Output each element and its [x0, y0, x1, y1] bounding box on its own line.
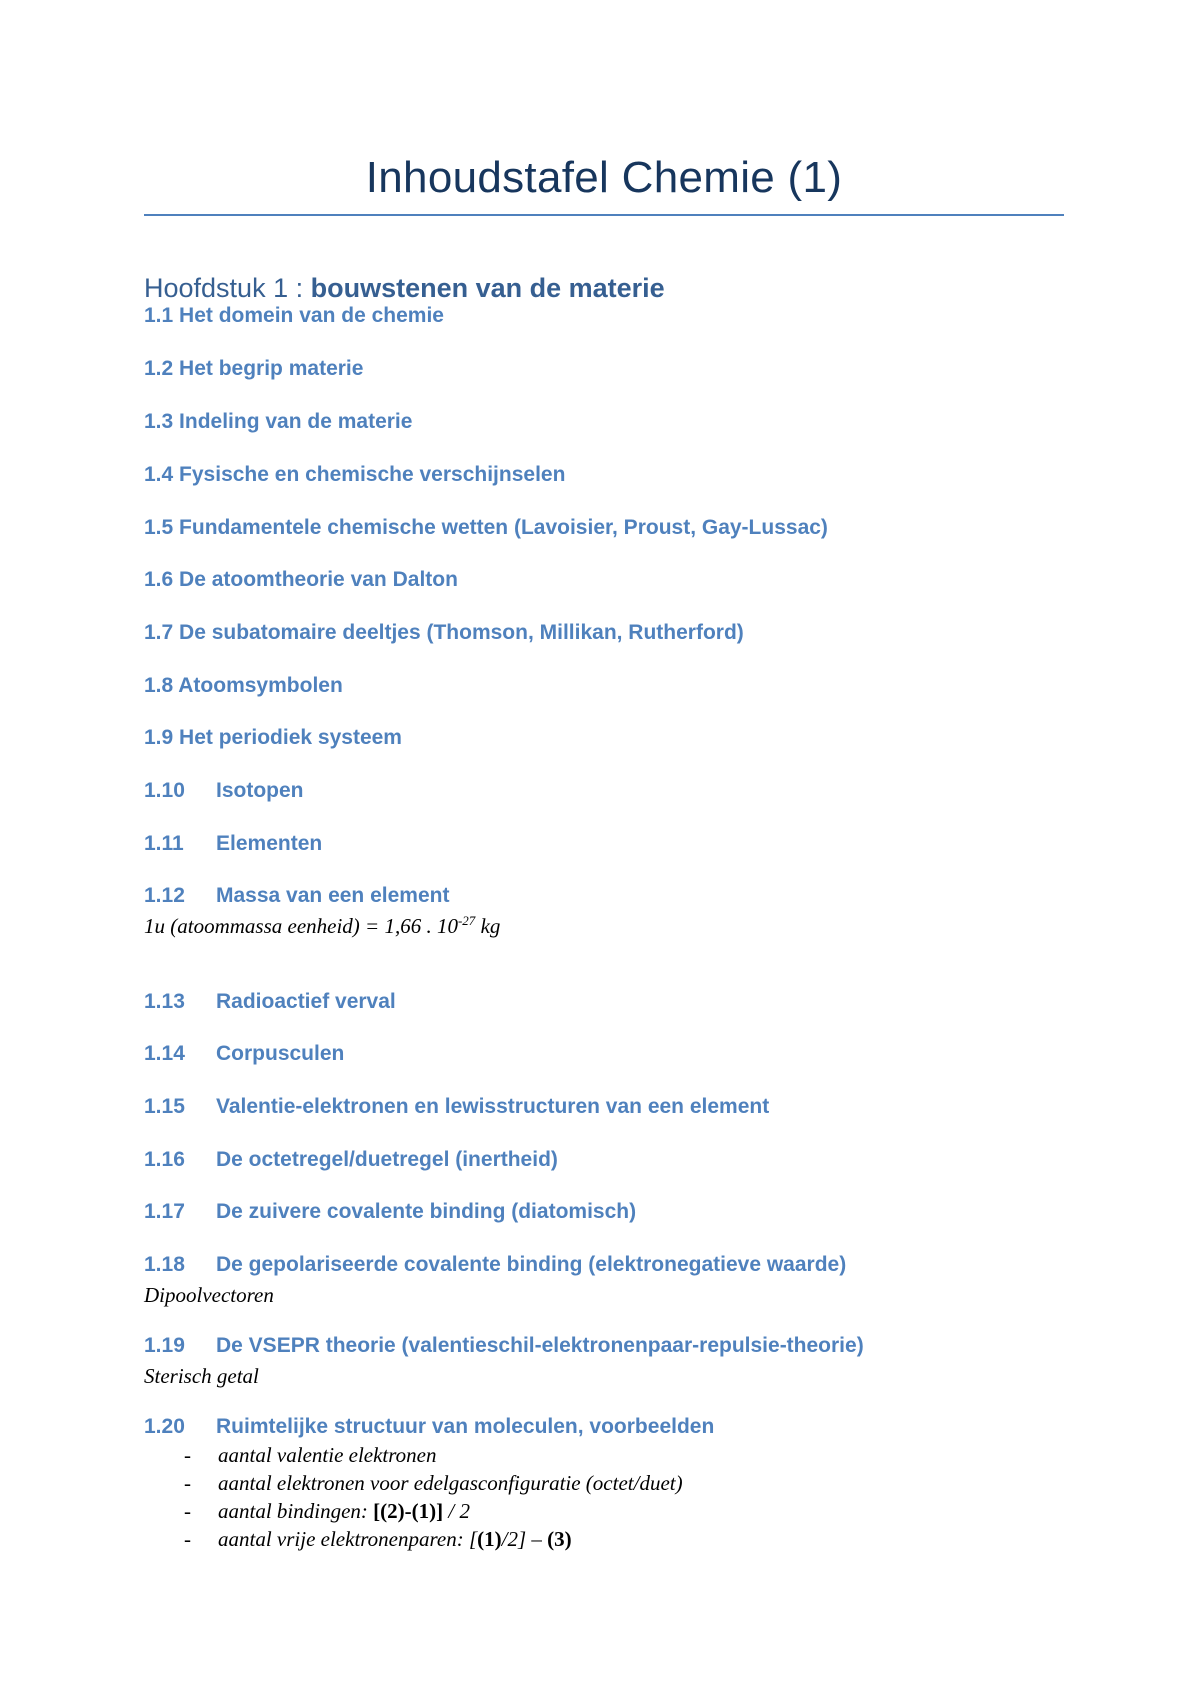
toc-number: 1.12: [144, 884, 185, 907]
toc-title: Radioactief verval: [216, 990, 396, 1013]
toc-title: De octetregel/duetregel (inertheid): [216, 1148, 558, 1171]
list-item: [144, 1525, 714, 1553]
toc-entry-1-18[interactable]: [144, 1251, 846, 1279]
toc-title: Het begrip materie: [179, 357, 364, 380]
toc-entry-1-1[interactable]: [144, 302, 444, 330]
toc-number: 1.19: [144, 1334, 185, 1357]
toc-entry-1-20-group: [144, 1413, 714, 1553]
toc-entry-1-2[interactable]: [144, 355, 363, 383]
toc-number: 1.20: [144, 1415, 185, 1438]
toc-number: 1.5: [144, 516, 174, 539]
toc-entry-1-9[interactable]: [144, 724, 402, 752]
toc-entry-1-13[interactable]: [144, 988, 396, 1016]
toc-number: 1.15: [144, 1095, 185, 1118]
toc-title: Massa van een element: [216, 884, 450, 907]
toc-title: Corpusculen: [216, 1042, 345, 1065]
toc-title: Het periodiek systeem: [179, 726, 402, 749]
toc-number: 1.16: [144, 1148, 185, 1171]
list-item: [144, 1441, 714, 1469]
toc-title: Valentie-elektronen en lewisstructuren van een element: [216, 1095, 770, 1118]
toc-entry-1-4[interactable]: [144, 461, 565, 489]
bullet-bracket: [: [468, 1527, 478, 1551]
toc-number: 1.13: [144, 990, 185, 1013]
sterisch-note: Sterisch getal: [144, 1364, 259, 1388]
toc-number: 1.7: [144, 621, 174, 644]
chapter-heading: [144, 270, 665, 306]
toc-number: 1.8: [144, 674, 174, 697]
toc-number: 1.2: [144, 357, 174, 380]
toc-entry-1-11[interactable]: [144, 830, 322, 858]
toc-title: Het domein van de chemie: [179, 304, 444, 327]
mass-unit-text: 1u (atoommassa eenheid) = 1,66 . 10: [144, 914, 458, 938]
toc-title: Isotopen: [216, 779, 304, 802]
toc-number: 1.10: [144, 779, 185, 802]
toc-number: 1.6: [144, 568, 174, 591]
toc-entry-1-16[interactable]: [144, 1146, 558, 1174]
chapter-name: bouwstenen van de materie: [310, 273, 665, 303]
toc-title: Fundamentele chemische wetten (Lavoisier, Proust, Gay-Lussac): [179, 516, 828, 539]
toc-number: 1.3: [144, 410, 174, 433]
bullet-text: aantal valentie elektronen: [218, 1443, 437, 1467]
toc-entry-1-6[interactable]: [144, 566, 458, 594]
toc-entry-1-20[interactable]: [144, 1413, 714, 1441]
mass-unit-suffix: kg: [475, 914, 501, 938]
toc-entry-1-19[interactable]: [144, 1332, 864, 1360]
bullet-dash: -: [184, 1471, 191, 1495]
mass-unit-exponent: -27: [457, 913, 476, 928]
toc-title: Indeling van de materie: [179, 410, 413, 433]
bullet-dash: -: [184, 1527, 191, 1551]
bullet-formula-tail: / 2: [443, 1499, 470, 1523]
toc-number: 1.18: [144, 1253, 185, 1276]
bullet-list: [144, 1441, 714, 1553]
toc-title: Atoomsymbolen: [178, 674, 343, 697]
toc-entry-1-5[interactable]: [144, 514, 828, 542]
toc-number: 1.1: [144, 304, 174, 327]
dipool-note: Dipoolvectoren: [144, 1283, 274, 1307]
toc-number: 1.17: [144, 1200, 185, 1223]
title-underline: [144, 214, 1064, 216]
bullet-formula: [(2)-(1)]: [373, 1499, 444, 1523]
toc-number: 1.11: [144, 832, 184, 855]
toc-title: De zuivere covalente binding (diatomisch): [216, 1200, 637, 1223]
chapter-prefix: Hoofdstuk 1 :: [144, 273, 311, 303]
toc-entry-1-12-group: [144, 882, 500, 940]
bullet-text: aantal vrije elektronenparen:: [218, 1527, 469, 1551]
toc-title: De VSEPR theorie (valentieschil-elektronenpaar-repulsie-theorie): [216, 1334, 864, 1357]
toc-entry-1-10[interactable]: [144, 777, 304, 805]
toc-entry-1-8[interactable]: [144, 672, 343, 700]
bullet-formula: (1): [477, 1527, 502, 1551]
toc-entry-1-18-group: [144, 1251, 846, 1309]
page-title: Inhoudstafel Chemie (1): [365, 153, 843, 202]
toc-entry-1-12[interactable]: [144, 882, 500, 910]
toc-number: 1.9: [144, 726, 174, 749]
toc-number: 1.14: [144, 1042, 185, 1065]
toc-entry-1-15[interactable]: [144, 1093, 769, 1121]
toc-title: Fysische en chemische verschijnselen: [179, 463, 566, 486]
list-item: [144, 1497, 714, 1525]
toc-entry-1-3[interactable]: [144, 408, 412, 436]
toc-entry-1-14[interactable]: [144, 1040, 344, 1068]
toc-entry-1-7[interactable]: [144, 619, 744, 647]
list-item: [144, 1469, 714, 1497]
toc-title: De subatomaire deeltjes (Thomson, Millikan, Rutherford): [179, 621, 744, 644]
toc-title: De atoomtheorie van Dalton: [179, 568, 458, 591]
bullet-text: aantal elektronen voor edelgasconfiguratie (octet/duet): [218, 1471, 683, 1495]
bullet-formula-mid: /2] –: [501, 1527, 548, 1551]
toc-number: 1.4: [144, 463, 174, 486]
toc-title: De gepolariseerde covalente binding (elektronegatieve waarde): [216, 1253, 847, 1276]
toc-title: Ruimtelijke structuur van moleculen, voorbeelden: [216, 1415, 715, 1438]
bullet-formula: (3): [547, 1527, 572, 1551]
toc-title: Elementen: [216, 832, 323, 855]
bullet-dash: -: [184, 1499, 191, 1523]
bullet-text: aantal bindingen:: [218, 1499, 374, 1523]
toc-entry-1-19-group: [144, 1332, 864, 1390]
mass-unit-note: [144, 912, 500, 940]
toc-entry-1-17[interactable]: [144, 1198, 636, 1226]
bullet-dash: -: [184, 1443, 191, 1467]
